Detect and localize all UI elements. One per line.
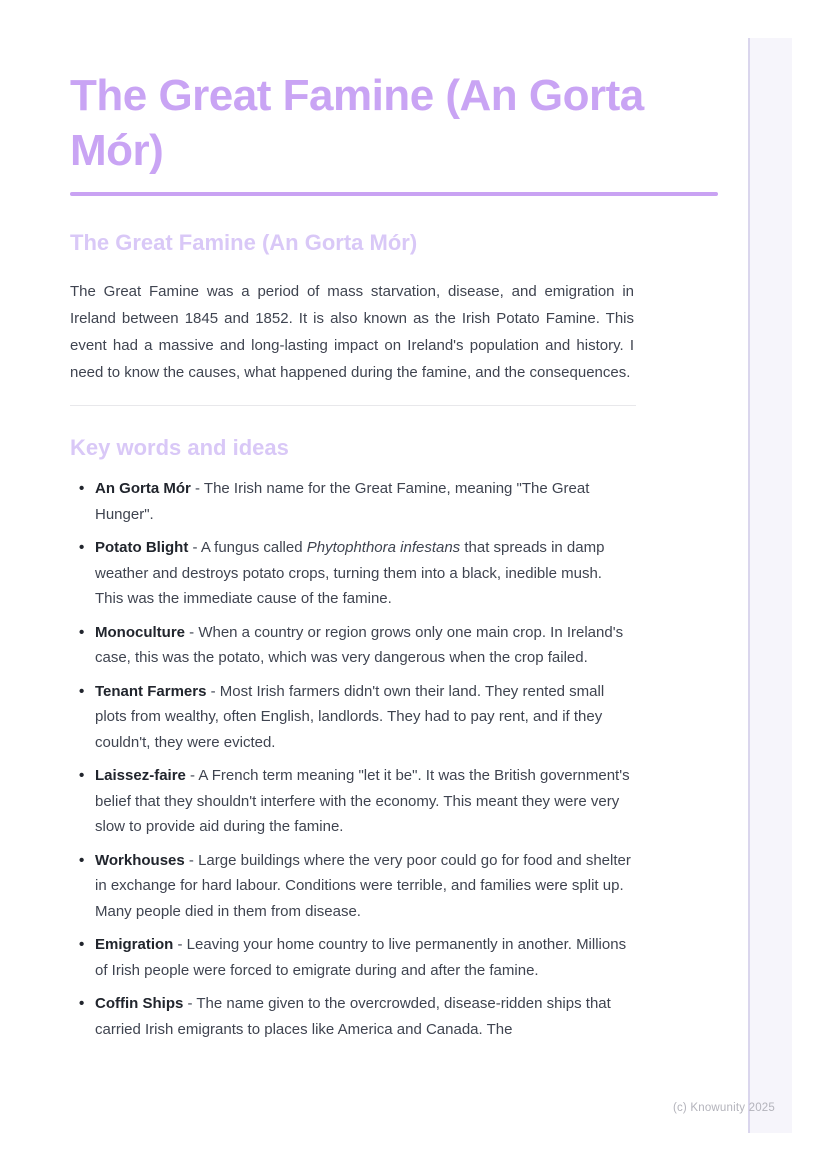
page-title: The Great Famine (An Gorta Mór) (70, 71, 644, 175)
keyword-term: Emigration (95, 936, 174, 953)
keyword-term: Workhouses (95, 851, 185, 869)
keyword-term: An Gorta Mór (95, 480, 191, 497)
title-divider (70, 192, 718, 196)
keyword-text: - When a country or region grows only one main crop. In Ireland's case, this was the potato, which was very dangerous when the crop failed. (95, 623, 624, 666)
keyword-term: Monoculture (95, 623, 185, 641)
keyword-term: Laissez-faire (95, 767, 186, 784)
bullet-icon: • (79, 767, 85, 784)
section-heading-intro: The Great Famine (An Gorta Mór) (70, 230, 418, 255)
keyword-item (70, 991, 634, 1042)
bullet-icon: • (79, 851, 85, 869)
text-column (70, 230, 634, 1042)
section-heading-keywords: Key words and ideas (70, 435, 289, 460)
keyword-item (70, 476, 634, 527)
document-content (70, 0, 718, 1050)
bullet-icon: • (79, 480, 85, 497)
keyword-text: - A French term meaning "let it be". It was the British government's belief that they shouldn't interfere with the economy. This meant they were very slow to provide aid during the famine. (95, 767, 630, 835)
keyword-text: - A fungus called (188, 539, 307, 556)
bullet-icon: • (79, 995, 85, 1012)
keyword-item (70, 620, 634, 671)
section-divider (70, 405, 636, 406)
keyword-text: - The name given to the overcrowded, disease-ridden ships that carried Irish emigrants to places like America and Canada. The (95, 995, 611, 1038)
keyword-text-italic: Phytophthora infestans (306, 539, 461, 556)
keyword-text: that spreads in damp weather and destroys potato crops, turning them into a black, inedible mush. This was the immediate cause of the famine. (95, 539, 605, 607)
next-page-edge (748, 38, 792, 1133)
keyword-text: - Large buildings where the very poor could go for food and shelter in exchange for hard labour. Conditions were terrible, and families were split up. Many people died in them from disease. (95, 851, 631, 920)
bullet-icon: • (79, 682, 85, 700)
bullet-icon: • (79, 539, 85, 556)
intro-paragraph: The Great Famine was a period of mass starvation, disease, and emigration in Ireland between 1845 and 1852. It is also known as the Irish Potato Famine. This event had a massive and long-lasting impact on Ireland's population and history. I need to know the causes, what happened during the famine, and the consequences. (70, 283, 634, 381)
bullet-icon: • (79, 623, 85, 641)
keyword-list (70, 476, 634, 1042)
keyword-item (70, 848, 634, 925)
keyword-term: Tenant Farmers (95, 682, 207, 700)
keyword-item (70, 679, 634, 756)
keyword-text: - Most Irish farmers didn't own their land. They rented small plots from wealthy, often English, landlords. They had to pay rent, and if they couldn't, they were evicted. (95, 682, 605, 751)
keyword-text: - Leaving your home country to live permanently in another. Millions of Irish people were forced to emigrate during and after the famine. (95, 936, 627, 979)
keyword-term: Potato Blight (95, 539, 189, 556)
keyword-text: - The Irish name for the Great Famine, meaning "The Great Hunger". (95, 480, 590, 523)
keyword-item (70, 932, 634, 983)
keyword-item (70, 763, 634, 840)
keyword-term: Coffin Ships (95, 995, 184, 1012)
keyword-item (70, 535, 634, 612)
watermark: (c) Knowunity 2025 (672, 1102, 775, 1114)
bullet-icon: • (79, 936, 85, 953)
